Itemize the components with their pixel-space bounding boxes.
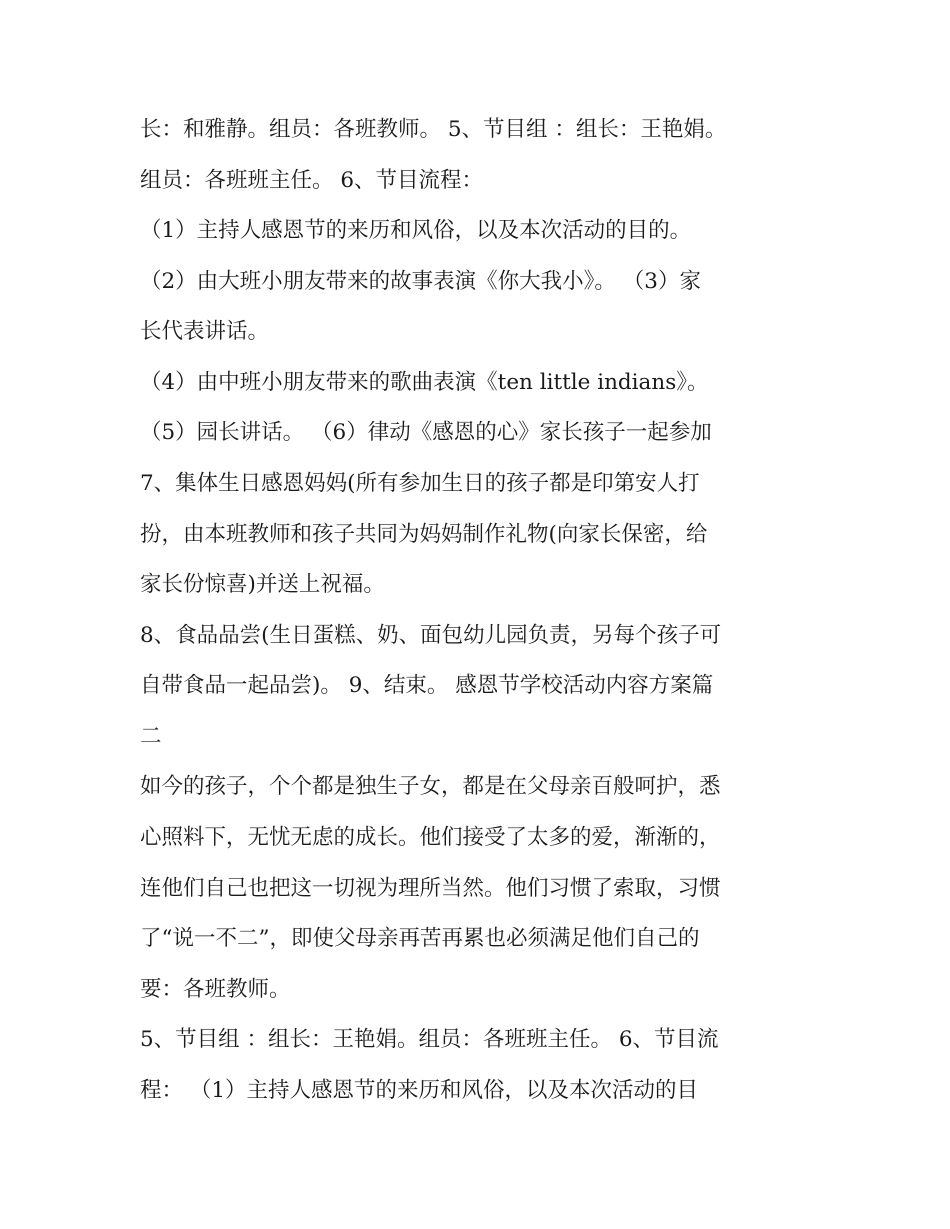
text-line: 8、食品品尝(生日蛋糕、奶、面包幼儿园负责，另每个孩子可 <box>140 623 722 648</box>
text-line: 二 <box>140 724 162 749</box>
text-line: 7、集体生日感恩妈妈(所有参加生日的孩子都是印第安人打 <box>140 471 700 496</box>
text-line: 扮，由本班教师和孩子共同为妈妈制作礼物(向家长保密，给 <box>140 522 708 547</box>
text-line: 程： （1）主持人感恩节的来历和风俗，以及本次活动的目 <box>140 1078 699 1103</box>
text-line: 长代表讲话。 <box>140 319 270 344</box>
text-line: 组员：各班班主任。 6、节目流程： <box>140 168 484 193</box>
text-line: （5）园长讲话。 （6）律动《感恩的心》家长孩子一起参加 <box>140 420 712 445</box>
text-line: 心照料下，无忧无虑的成长。他们接受了太多的爱，渐渐的， <box>140 825 721 850</box>
text-line: 连他们自己也把这一切视为理所当然。他们习惯了索取，习惯 <box>140 876 721 901</box>
text-line: 自带食品一起品尝)。 9、结束。 感恩节学校活动内容方案篇 <box>140 673 714 698</box>
text-line: 如今的孩子，个个都是独生子女，都是在父母亲百般呵护，悉 <box>140 774 721 799</box>
text-line: （4）由中班小朋友带来的歌曲表演《ten little indians》。 <box>140 370 709 395</box>
text-line: （1）主持人感恩节的来历和风俗，以及本次活动的目的。 <box>140 218 692 243</box>
text-line: 要：各班教师。 <box>140 977 291 1002</box>
text-line: 长：和雅静。组员：各班教师。 5、节目组 ：组长：王艳娟。 <box>140 117 727 142</box>
text-line: （2）由大班小朋友带来的故事表演《你大我小》。 （3）家 <box>140 269 701 294</box>
text-line: 5、节目组 ：组长：王艳娟。组员：各班班主任。 6、节目流 <box>140 1027 719 1052</box>
text-line: 了“说一不二”，即使父母亲再苦再累也必须满足他们自己的 <box>140 926 700 951</box>
text-line: 家长份惊喜)并送上祝福。 <box>140 572 385 597</box>
